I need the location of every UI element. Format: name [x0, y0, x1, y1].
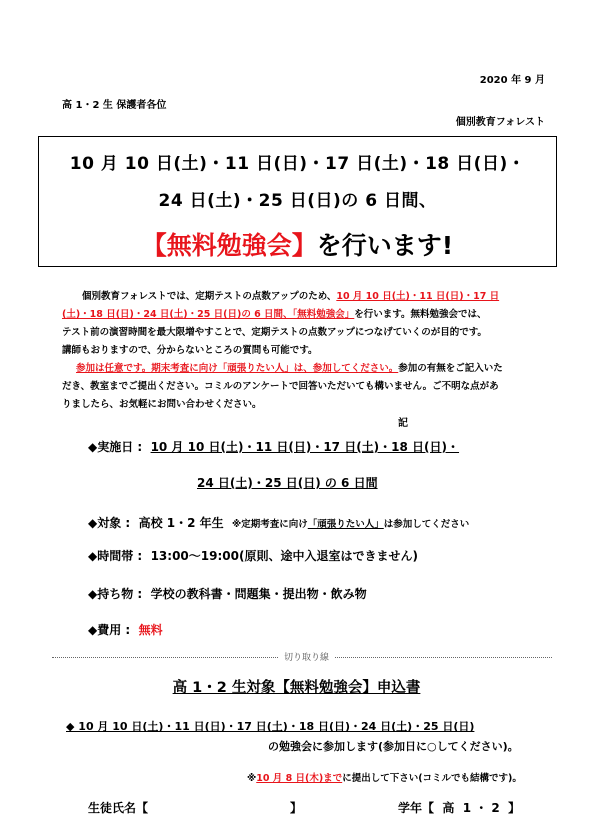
- deadline-text: に提出して下さい(コミルでも結構です)。: [342, 773, 522, 784]
- grade-field[interactable]: 学年【 高 1 ・ 2 】: [398, 801, 521, 815]
- title-line-2: 24 日(土)・25 日(日)の 6 日間、: [158, 191, 437, 211]
- detail-value: 13:00～19:00(原則、途中入退室はできません): [150, 549, 418, 563]
- detail-note-highlight: 「頑張りたい人」: [307, 519, 384, 530]
- detail-label: ◆実施日 :: [88, 440, 143, 454]
- form-dates[interactable]: ◆ 10 月 10 日(土)・11 日(日)・17 日(土)・18 日(日)・24 日(土)・25 日(日): [66, 720, 475, 733]
- intro-text: を行います。無料勉強会では、: [354, 309, 487, 320]
- intro-line-1: [82, 288, 552, 306]
- detail-label: ◆対象 :: [88, 516, 131, 530]
- detail-label: ◆持ち物 :: [88, 587, 143, 601]
- title-box: [38, 136, 557, 267]
- detail-value: 24 日(土)・25 日(日) の 6 日間: [197, 476, 378, 490]
- detail-value: 学校の教科書・問題集・提出物・飲み物: [150, 587, 367, 601]
- issue-date: 2020 年 9 月: [479, 75, 545, 86]
- title-rest: を行います!: [316, 231, 454, 260]
- detail-target: [88, 514, 469, 531]
- detail-fee: [88, 621, 163, 638]
- cut-label: 切り取り線: [278, 650, 335, 663]
- detail-value: 無料: [138, 623, 163, 637]
- detail-note: は参加してください: [383, 519, 470, 530]
- detail-value: 高校 1・2 年生: [138, 516, 224, 530]
- detail-note: ※定期考査に向け: [232, 519, 308, 530]
- form-join-text: の勉強会に参加します(参加日に○してください)。: [268, 740, 519, 753]
- deadline-mark: ※: [247, 773, 257, 784]
- detail-time: [88, 547, 418, 564]
- intro-line-7: りましたら、お気軽にお問い合わせください。: [62, 399, 262, 410]
- detail-bring: [88, 585, 367, 602]
- detail-date: [88, 438, 459, 455]
- intro-text: 個別教育フォレストでは、定期テストの点数アップのため、: [82, 291, 337, 302]
- intro-line-5: [76, 360, 546, 378]
- intro-text: 参加の有無をご記入いた: [398, 363, 503, 374]
- sender: 個別教育フォレスト: [455, 117, 545, 128]
- intro-line-6: だき、教室までご提出ください。コミルのアンケートで回答いただいても構いません。ご不明な点があ: [62, 381, 499, 392]
- intro-highlight: 10 月 10 日(土)・11 日(日)・17 日: [336, 291, 500, 302]
- detail-date-2: [197, 474, 378, 491]
- form-title-text: 高 1・2 生対象【無料勉強会】申込書: [172, 680, 421, 696]
- title-highlight: 【無料勉強会】: [141, 231, 317, 260]
- ki-mark: 記: [398, 418, 408, 429]
- title-line-3: [39, 226, 556, 262]
- recipient: 高 1・2 生 保護者各位: [62, 100, 167, 111]
- detail-label: ◆時間帯 :: [88, 549, 143, 563]
- detail-value: 10 月 10 日(土)・11 日(日)・17 日(土)・18 日(日)・: [150, 440, 460, 454]
- intro-line-2: [62, 306, 532, 324]
- student-name-field[interactable]: 生徒氏名【 】: [88, 801, 303, 815]
- form-deadline: [247, 770, 522, 784]
- deadline-date: 10 月 8 日(木)まで: [256, 773, 343, 784]
- title-line-1: 10 月 10 日(土)・11 日(日)・17 日(土)・18 日(日)・: [69, 154, 526, 174]
- intro-line-4: 講師もおりますので、分からないところの質問も可能です。: [62, 345, 318, 356]
- detail-label: ◆費用 :: [88, 623, 131, 637]
- intro-highlight: (土)・18 日(日)・24 日(土)・25 日(日)の 6 日間、「無料勉強会」: [62, 309, 355, 320]
- intro-highlight: 参加は任意です。期末考査に向け「頑張りたい人」は、参加してください。: [76, 363, 399, 374]
- intro-line-3: テスト前の演習時間を最大限増やすことで、定期テストの点数アップにつなげていくのが目的です。: [62, 327, 487, 338]
- form-title: [0, 676, 593, 697]
